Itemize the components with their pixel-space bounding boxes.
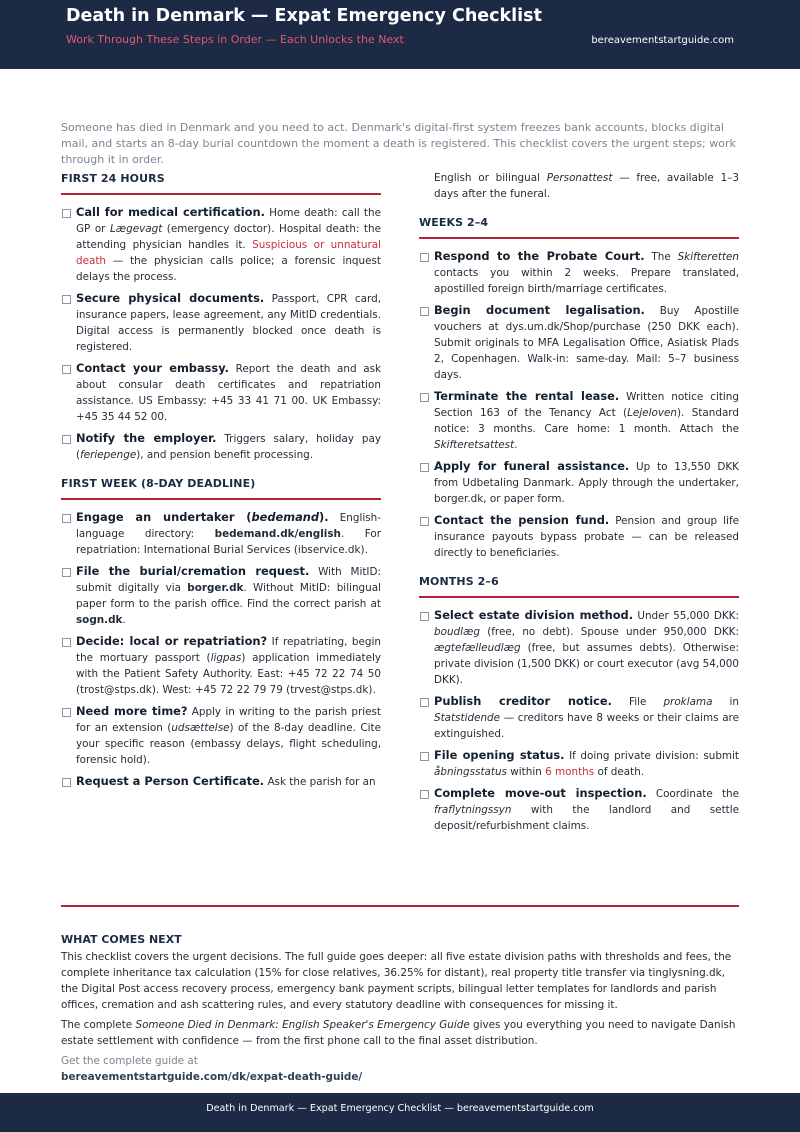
- item-lead: Secure physical documents.: [76, 291, 265, 305]
- checklist-item: [61, 563, 381, 628]
- item-text: — the physician calls police; a forensic inquest delays the process.: [76, 255, 381, 283]
- item-text: If doing private division: submit: [564, 750, 739, 762]
- checkbox[interactable]: [62, 514, 71, 523]
- item-lead: Contact your embassy.: [76, 361, 229, 375]
- item-text: The: [644, 251, 678, 263]
- item-term: udsættelse: [171, 722, 230, 734]
- section-first-24-hours: [61, 170, 381, 463]
- item-text: (free, but assumes debts). Otherwise: private division (1,500 DKK) or court executor (avg 54,000 DKK).: [434, 642, 739, 686]
- checkbox[interactable]: [420, 307, 429, 316]
- item-text: Pension and group life insurance payouts bypass probate — can be released directly to beneficiaries.: [434, 515, 739, 559]
- cta-label: Get the complete guide at: [61, 1055, 198, 1067]
- intro-paragraph: Someone has died in Denmark and you need to act. Denmark's digital-first system freezes bank accounts, blocks digital mail, and starts an 8-day burial countdown the moment a death is registered. This checklist covers the urgent steps; work through it in order.: [61, 121, 736, 166]
- checklist-item: [61, 773, 381, 790]
- item-lead: Publish creditor notice.: [434, 694, 612, 708]
- checklist-item: [419, 302, 739, 383]
- next-text: The complete: [61, 1019, 136, 1031]
- item-text: Passport, CPR card, insurance papers, lease agreement, any MitID credentials. Digital access is permanently blocked once death is registered.: [76, 293, 381, 353]
- item-lead: File opening status.: [434, 748, 565, 762]
- checkbox[interactable]: [420, 612, 429, 621]
- item-text: (emergency doctor). Hospital death: the attending physician handles it.: [76, 223, 381, 251]
- page-subtitle: Work Through These Steps in Order — Each Unlocks the Next: [66, 33, 404, 46]
- section-months-2-6: [419, 573, 739, 834]
- item-lead: Request a Person Certificate.: [76, 774, 265, 788]
- section-divider: [61, 193, 381, 195]
- item-lead: Respond to the Probate Court.: [434, 249, 645, 263]
- item-term: boudlæg: [434, 626, 480, 638]
- checkbox[interactable]: [420, 393, 429, 402]
- item-text: Apply in writing to the parish priest for an extension (: [76, 706, 381, 734]
- checklist-item: [419, 512, 739, 561]
- section-divider: [61, 905, 739, 907]
- item-alert: 6 months: [545, 766, 595, 778]
- item-text: ) of the 8-day deadline. Cite your specific reason (embassy delays, flight scheduling, forensic hold).: [76, 722, 381, 766]
- item-term: Skifteretsattest: [434, 439, 515, 451]
- page-header: [0, 0, 800, 69]
- checklist-item: [61, 430, 381, 463]
- right-column: [419, 170, 739, 839]
- item-text: with the landlord and settle deposit/refurbishment claims.: [434, 804, 739, 832]
- left-column: [61, 170, 381, 795]
- section-divider: [61, 498, 381, 500]
- section-divider: [419, 237, 739, 239]
- section-weeks-2-4: [419, 214, 739, 561]
- item-term: proklama: [663, 696, 713, 708]
- item-link[interactable]: sogn.dk: [76, 614, 123, 626]
- checkbox[interactable]: [62, 435, 71, 444]
- item-text: of death.: [594, 766, 645, 778]
- item-text: Home death: call the GP or: [76, 207, 381, 235]
- item-text: If repatriating, begin the mortuary passport (: [76, 636, 381, 664]
- item-text: With MitID: submit digitally via: [76, 566, 381, 594]
- item-text: Ask the parish for an: [264, 776, 376, 788]
- item-text: in: [712, 696, 739, 708]
- item-alert: Suspicious or unnatural death: [76, 239, 381, 267]
- item-lead: Decide: local or repatriation?: [76, 634, 268, 648]
- item-lead: Call for medical certification.: [76, 205, 265, 219]
- item-text: File: [611, 696, 664, 708]
- checklist-item: [61, 633, 381, 698]
- section-title: WEEKS 2–4: [419, 216, 489, 229]
- checkbox[interactable]: [62, 778, 71, 787]
- item-term: Lægevagt: [109, 223, 163, 235]
- checkbox[interactable]: [420, 517, 429, 526]
- section-title: FIRST WEEK (8-DAY DEADLINE): [61, 477, 256, 490]
- checklist-item: [419, 747, 739, 780]
- item-text: Written notice citing Section 163 of the Tenancy Act (: [434, 391, 739, 419]
- item-text: ) application immediately with the Patient Safety Authority. East: +45 72 22 74 50 (trost@stps.dk). West: +45 72 22 79 79 (trvest@stps.dk).: [76, 652, 381, 696]
- item-lead: File the burial/cremation request.: [76, 564, 310, 578]
- next-text: gives you everything you need to navigate Danish estate settlement with confidence — from the first phone call to the final asset distribution.: [61, 1019, 736, 1047]
- item-text: Coordinate the: [646, 788, 739, 800]
- item-text: within: [506, 766, 546, 778]
- next-paragraph: This checklist covers the urgent decisions. The full guide goes deeper: all five estate division paths with thresholds and fees, the complete inheritance tax calculation (15% for close relatives, 36.25% for distant), real property title transfer via tinglysning.dk, the Digital Post access recovery process, emergency bank payment scripts, bilingual letter templates for landlords and parish offices, cremation and ash scattering rules, and every statutory deadline with consequences for missing it.: [61, 951, 732, 1011]
- item-text: Report the death and ask about consular death certificates and repatriation assistance. US Embassy: +45 33 41 71 00. UK Embassy: +45 35 44 52 00.: [76, 363, 382, 423]
- item-term: Statstidende: [434, 712, 501, 724]
- item-lead: Begin document legalisation.: [434, 303, 645, 317]
- item-text: .: [514, 439, 518, 451]
- checkbox[interactable]: [62, 708, 71, 717]
- checkbox[interactable]: [420, 463, 429, 472]
- checklist-item-continuation: [419, 170, 739, 202]
- checklist-item: [419, 693, 739, 742]
- checkbox[interactable]: [420, 698, 429, 707]
- item-link[interactable]: bedemand.dk/english: [214, 528, 341, 540]
- item-text: . For repatriation: International Burial Services (ibservice.dk).: [76, 528, 381, 556]
- item-term: bedemand: [251, 510, 320, 524]
- section-divider: [419, 596, 739, 598]
- item-lead: Contact the pension fund.: [434, 513, 610, 527]
- footer-text: Death in Denmark — Expat Emergency Checklist — bereavementstartguide.com: [206, 1103, 594, 1114]
- next-paragraph-guide: [61, 1017, 740, 1049]
- item-term: ligpas: [210, 652, 242, 664]
- item-term: Personattest: [546, 172, 613, 184]
- item-lead: Need more time?: [76, 704, 188, 718]
- item-text: — creditors have 8 weeks or their claims are extinguished.: [434, 712, 739, 740]
- item-text: . Without MitID: bilingual paper form to the parish office. Find the correct parish at: [76, 582, 381, 610]
- section-title: MONTHS 2–6: [419, 575, 499, 588]
- item-text: ), and pension benefit processing.: [136, 449, 314, 461]
- item-lead: Complete move-out inspection.: [434, 786, 647, 800]
- next-title: WHAT COMES NEXT: [61, 933, 182, 946]
- item-lead: Select estate division method.: [434, 608, 634, 622]
- item-link[interactable]: borger.dk: [187, 582, 244, 594]
- checkbox[interactable]: [62, 295, 71, 304]
- item-term: Skifteretten: [677, 251, 739, 263]
- guide-title: Someone Died in Denmark: English Speaker's Emergency Guide: [135, 1019, 470, 1031]
- item-lead-text: ).: [319, 510, 329, 524]
- page-title: Death in Denmark — Expat Emergency Checklist: [66, 6, 542, 26]
- item-text: Up to 13,550 DKK from Udbetaling Danmark. Apply through the undertaker, borger.dk, or paper form.: [434, 461, 739, 505]
- checkbox[interactable]: [62, 209, 71, 218]
- checkbox[interactable]: [420, 253, 429, 262]
- header-site-link[interactable]: bereavementstartguide.com: [591, 35, 734, 46]
- checkbox[interactable]: [62, 365, 71, 374]
- checklist-item: [61, 204, 381, 285]
- checkbox[interactable]: [62, 638, 71, 647]
- item-term: åbningsstatus: [434, 766, 507, 778]
- checklist-item: [419, 248, 739, 297]
- item-text: .: [122, 614, 126, 626]
- item-lead-text: Engage an undertaker (: [76, 510, 252, 524]
- item-term: feriepenge: [80, 449, 137, 461]
- item-text: — free, available 1–3 days after the funeral.: [434, 172, 739, 200]
- checklist-item: [61, 703, 381, 768]
- item-text: Triggers salary, holiday pay (: [76, 433, 381, 461]
- checklist-item: [61, 509, 381, 558]
- item-lead: Apply for funeral assistance.: [434, 459, 630, 473]
- item-text: English or bilingual: [434, 172, 547, 184]
- page-footer: [0, 1093, 800, 1132]
- item-term: Lejeloven: [627, 407, 677, 419]
- item-text: (free, no debt). Spouse under 950,000 DKK:: [479, 626, 739, 638]
- checkbox[interactable]: [62, 568, 71, 577]
- item-text: English-language directory:: [76, 512, 381, 540]
- checklist-item: [419, 388, 739, 453]
- item-text: Buy Apostille vouchers at dys.um.dk/Shop/purchase (250 DKK each). Submit originals to MFA Legalisation Office, Asiatisk Plads 2, Copenhagen. Walk-in: same-day. Mail: 5–7 business days.: [434, 305, 739, 381]
- item-text: contacts you within 2 weeks. Prepare translated, apostilled foreign birth/marriage certificates.: [434, 267, 739, 295]
- item-lead: Terminate the rental lease.: [434, 389, 620, 403]
- item-text: Under 55,000 DKK:: [633, 610, 739, 622]
- checklist-item: [419, 458, 739, 507]
- item-term: fraflytningssyn: [434, 804, 512, 816]
- section-title: FIRST 24 HOURS: [61, 172, 165, 185]
- item-lead: Notify the employer.: [76, 431, 217, 445]
- item-lead: [76, 510, 329, 524]
- what-comes-next: [61, 933, 740, 1085]
- item-text: ). Standard notice: 3 months. Care home: 1 month. Attach the: [434, 407, 739, 435]
- checklist-item: [419, 785, 739, 834]
- checkbox[interactable]: [420, 752, 429, 761]
- item-term: ægtefælleudlæg: [434, 642, 521, 654]
- checklist-item: [61, 290, 381, 355]
- section-first-week: [61, 475, 381, 790]
- cta-link[interactable]: bereavementstartguide.com/dk/expat-death-guide/: [61, 1071, 363, 1083]
- checklist-item: [61, 360, 381, 425]
- checkbox[interactable]: [420, 790, 429, 799]
- checklist-item: [419, 607, 739, 688]
